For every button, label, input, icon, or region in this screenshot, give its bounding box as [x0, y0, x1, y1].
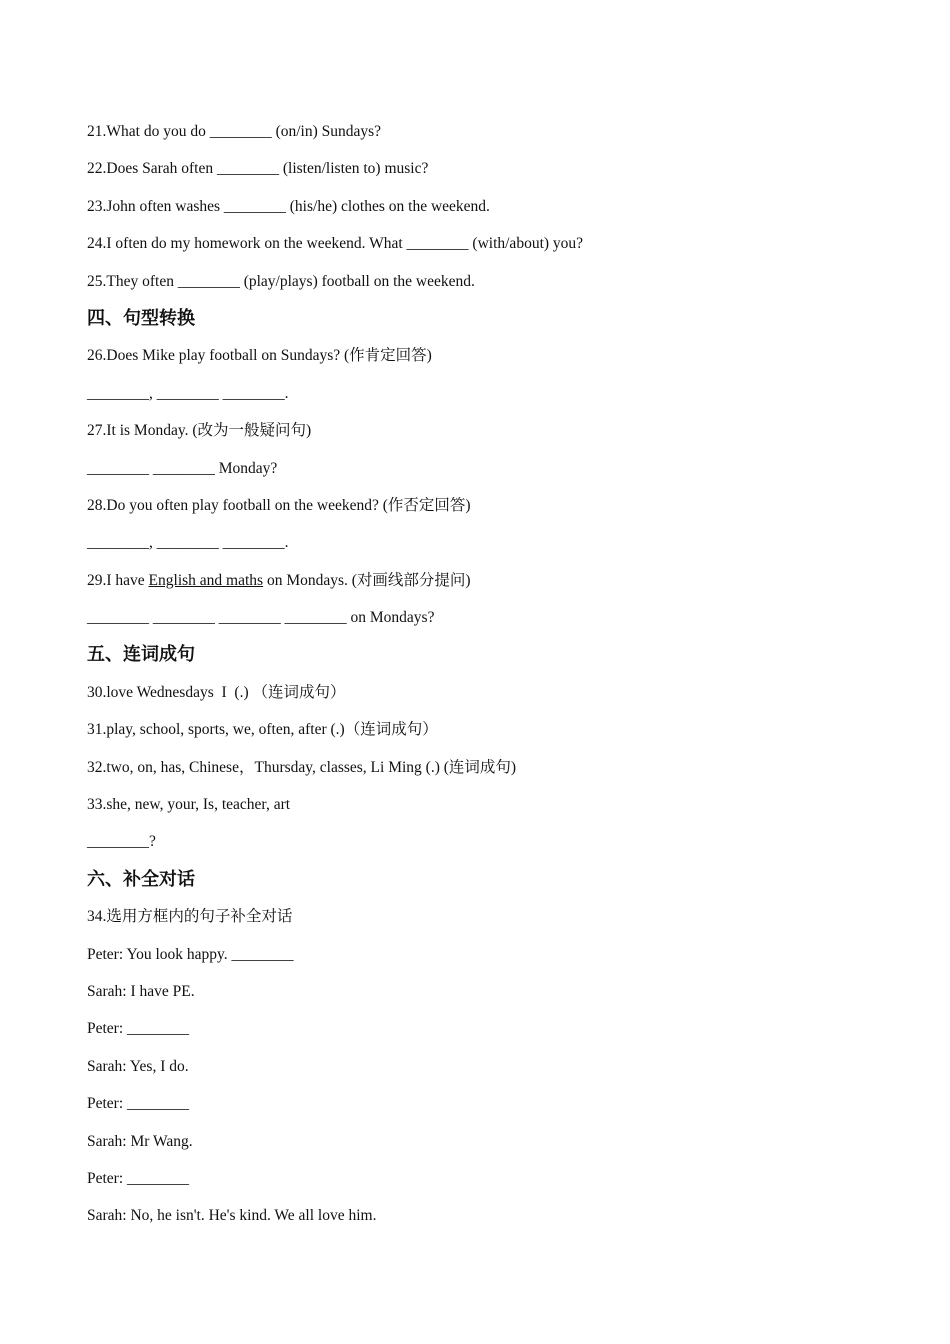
dialog-line: Sarah: I have PE. [87, 982, 195, 1000]
question-21: 21.What do you do ________ (on/in) Sundays? [87, 123, 382, 140]
section-heading-4: 四、句型转换 [87, 307, 195, 329]
dialog-line: Peter: ________ [87, 1169, 190, 1187]
question-29-underlined: English and maths [148, 571, 264, 589]
question-25: 25.They often ________ (play/plays) football on the weekend. [87, 272, 475, 290]
question-33: 33.she, new, your, Is, teacher, art [87, 796, 291, 814]
answer-line-33: ________? [87, 833, 156, 851]
dialog-line: Peter: ________ [87, 1020, 190, 1038]
answer-line-27: ________ ________ Monday? [87, 459, 278, 477]
section-heading-5: 五、连词成句 [87, 644, 195, 666]
question-31: 31.play, school, sports, we, often, after (.)（连词成句） [87, 721, 438, 739]
worksheet-page [87, 120, 887, 1242]
answer-line-29: ________ ________ ________ ________ on Mondays? [87, 609, 435, 627]
question-32: 32.two, on, has, Chinese，Thursday, classes, Li Ming (.) (连词成句) [87, 758, 517, 776]
question-28: 28.Do you often play football on the weekend? (作否定回答) [87, 496, 471, 514]
question-29-suffix: on Mondays. (对画线部分提问) [263, 571, 471, 589]
question-27: 27.It is Monday. (改为一般疑问句) [87, 422, 312, 440]
dialog-line: Sarah: Mr Wang. [87, 1132, 193, 1150]
dialog-line: Peter: You look happy. ________ [87, 945, 294, 963]
question-29 [87, 569, 887, 606]
question-34: 34.选用方框内的句子补全对话 [87, 908, 293, 926]
dialog-line: Sarah: No, he isn't. He's kind. We all love him. [87, 1207, 377, 1225]
dialog-line: Peter: ________ [87, 1095, 190, 1113]
answer-line-26: ________, ________ ________. [87, 384, 289, 402]
question-30: 30.love Wednesdays I (.) （连词成句） [87, 683, 346, 701]
question-29-prefix: 29.I have [87, 571, 149, 589]
question-26: 26.Does Mike play football on Sundays? (作肯定回答) [87, 347, 432, 365]
dialog-line: Sarah: Yes, I do. [87, 1057, 189, 1075]
section-heading-6: 六、补全对话 [87, 868, 195, 890]
question-24: 24.I often do my homework on the weekend. What ________ (with/about) you? [87, 235, 584, 253]
answer-line-28: ________, ________ ________. [87, 534, 289, 552]
question-22: 22.Does Sarah often ________ (listen/listen to) music? [87, 160, 429, 178]
question-23: 23.John often washes ________ (his/he) clothes on the weekend. [87, 197, 490, 215]
